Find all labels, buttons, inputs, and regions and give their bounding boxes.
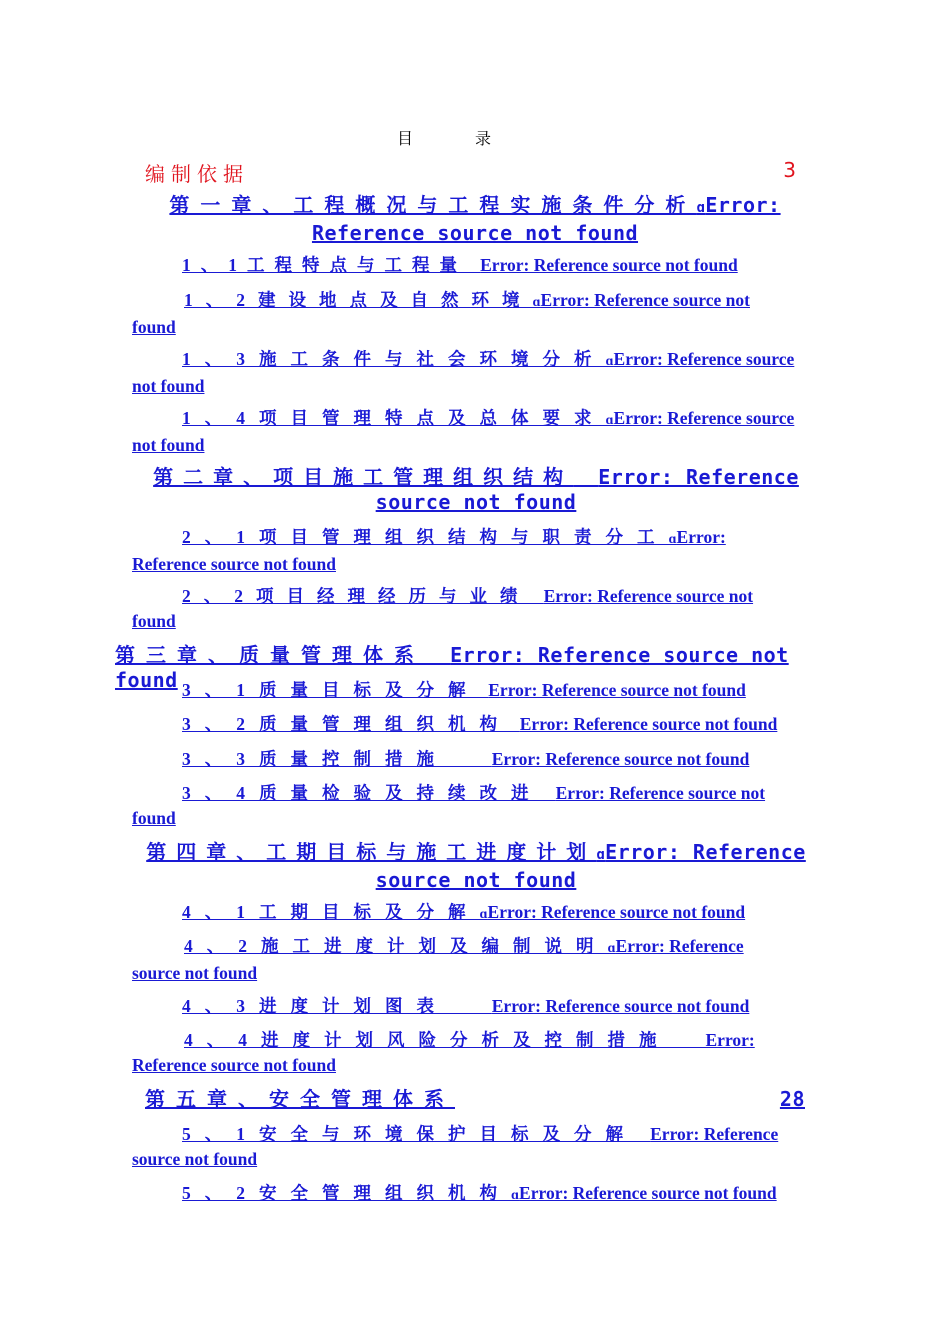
toc-entry-section-5-1[interactable]: 5、1安全与环境保护目标及分解 Error: Reference source not found	[132, 1124, 779, 1169]
toc-entry-chapter-3[interactable]: 第三章、质量管理体系 Error: Reference source not found	[115, 643, 789, 692]
toc-entry-section-4-2[interactable]: 4、2施工进度计划及编制说明ɑError: Reference source not found	[132, 936, 744, 983]
toc-title: 目录	[396, 129, 553, 148]
toc-entry-section-1-2[interactable]: 1、2建设地点及自然环境ɑError: Reference source not found	[132, 290, 750, 337]
toc-entry-section-1-4[interactable]: 1、4项目管理特点及总体要求ɑError: Reference source not found	[132, 408, 795, 455]
toc-entry-section-3-2[interactable]: 3、2质量管理组织机构 Error: Reference source not found	[182, 714, 778, 734]
toc-entry-section-3-3[interactable]: 3、3质量控制措施 Error: Reference source not found	[182, 749, 750, 769]
toc-entry-section-4-1[interactable]: 4、1工期目标及分解ɑError: Reference source not found	[182, 902, 746, 922]
toc-entry-section-1-1[interactable]: 1、1工程特点与工程量 Error: Reference source not found	[182, 255, 738, 275]
toc-entry-section-2-1[interactable]: 2、1项目管理组织结构与职责分工ɑError: Reference source not found	[132, 527, 726, 574]
toc-entry-basis[interactable]	[145, 158, 802, 187]
toc-entry-section-2-2[interactable]: 2、2项目经理经历与业绩 Error: Reference source not found	[132, 586, 754, 631]
toc-entry-chapter-4[interactable]: 第四章、工期目标与施工进度计划ɑError: Reference source not found	[146, 840, 806, 892]
toc-entry-chapter-2[interactable]: 第二章、项目施工管理组织结构 Error: Reference source not found	[153, 465, 799, 514]
toc-entry-section-3-1[interactable]: 3、1质量目标及分解 Error: Reference source not found	[182, 680, 746, 700]
toc-entry-section-3-4[interactable]: 3、4质量检验及持续改进 Error: Reference source not found	[132, 783, 766, 828]
toc-entry-page: 3	[783, 158, 802, 182]
toc-entry-label: 编制依据	[145, 162, 249, 186]
toc-entry-chapter-5[interactable]: 第五章、安全管理体系 28	[145, 1087, 805, 1111]
toc-entry-chapter-1[interactable]: 第一章、工程概况与工程实施条件分析ɑError: Reference source not found	[169, 193, 781, 245]
toc-entry-section-4-3[interactable]: 4、3进度计划图表 Error: Reference source not found	[182, 996, 750, 1016]
toc-entry-section-1-3[interactable]: 1、3施工条件与社会环境分析ɑError: Reference source not found	[132, 349, 795, 396]
toc-entry-section-4-4[interactable]: 4、4进度计划风险分析及控制措施 Error: Reference source not found	[132, 1030, 755, 1075]
toc-entry-section-5-2[interactable]: 5、2安全管理组织机构ɑError: Reference source not found	[182, 1183, 777, 1203]
